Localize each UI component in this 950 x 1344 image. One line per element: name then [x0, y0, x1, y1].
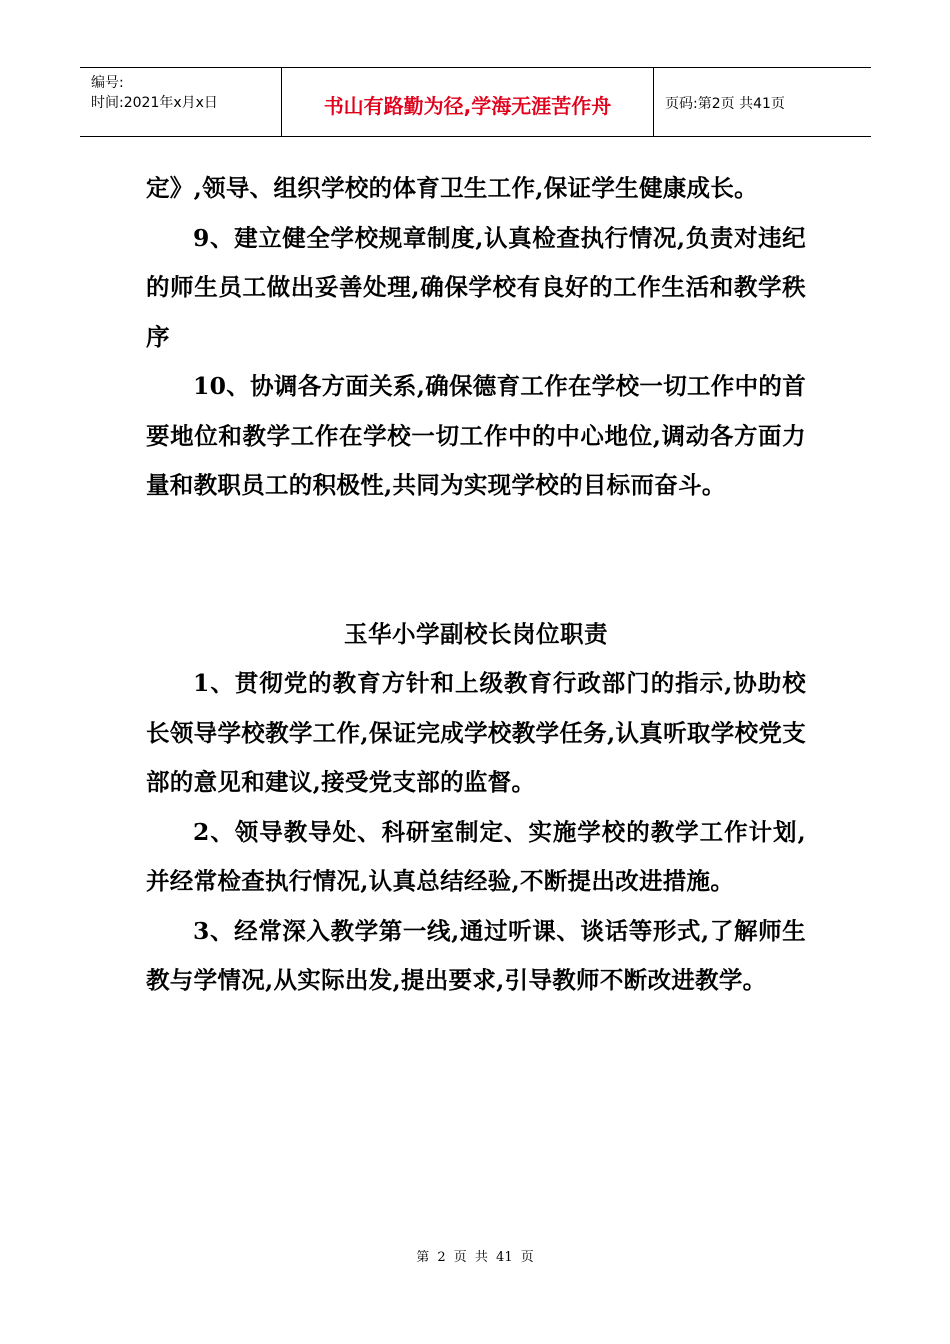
paragraph: 1、贯彻党的教育方针和上级教育行政部门的指示,协助校长领导学校教学工作,保证完成学校教学任务,认真听取学校党支部的意见和建议,接受党支部的监督。: [146, 669, 806, 796]
motto: 书山有路勤为径,学海无涯苦作舟: [323, 94, 612, 118]
paragraph: 3、经常深入教学第一线,通过听课、谈话等形式,了解师生教与学情况,从实际出发,提出要求,引导教师不断改进教学。: [146, 916, 806, 994]
paragraph: 2、领导教导处、科研室制定、实施学校的教学工作计划,并经常检查执行情况,认真总结经验,不断提出改进措施。: [146, 817, 806, 895]
date-line: 时间:2021年x月x日: [91, 95, 218, 111]
paragraph: 9、建立健全学校规章制度,认真检查执行情况,负责对违纪的师生员工做出妥善处理,确保学校有良好的工作生活和教学秩序: [146, 223, 806, 351]
page-footer: 第 2 页 共 41 页: [416, 1250, 534, 1265]
section-gap: [146, 511, 806, 610]
section-title: 玉华小学副校长岗位职责: [344, 619, 608, 648]
document-body: [146, 164, 806, 1006]
header-motto-cell: [282, 68, 654, 136]
paragraph: 定》,领导、组织学校的体育卫生工作,保证学生健康成长。: [146, 174, 758, 202]
paragraph: 10、协调各方面关系,确保德育工作在学校一切工作中的首要地位和教学工作在学校一切工作中的中心地位,调动各方面力量和教职员工的积极性,共同为实现学校的目标而奋斗。: [146, 372, 806, 499]
page-header: [80, 67, 871, 137]
page-info: 页码:第2页 共41页: [665, 96, 785, 112]
number-label: 编号:: [91, 75, 124, 91]
header-page-cell: [654, 68, 871, 136]
header-meta-cell: [80, 68, 282, 136]
